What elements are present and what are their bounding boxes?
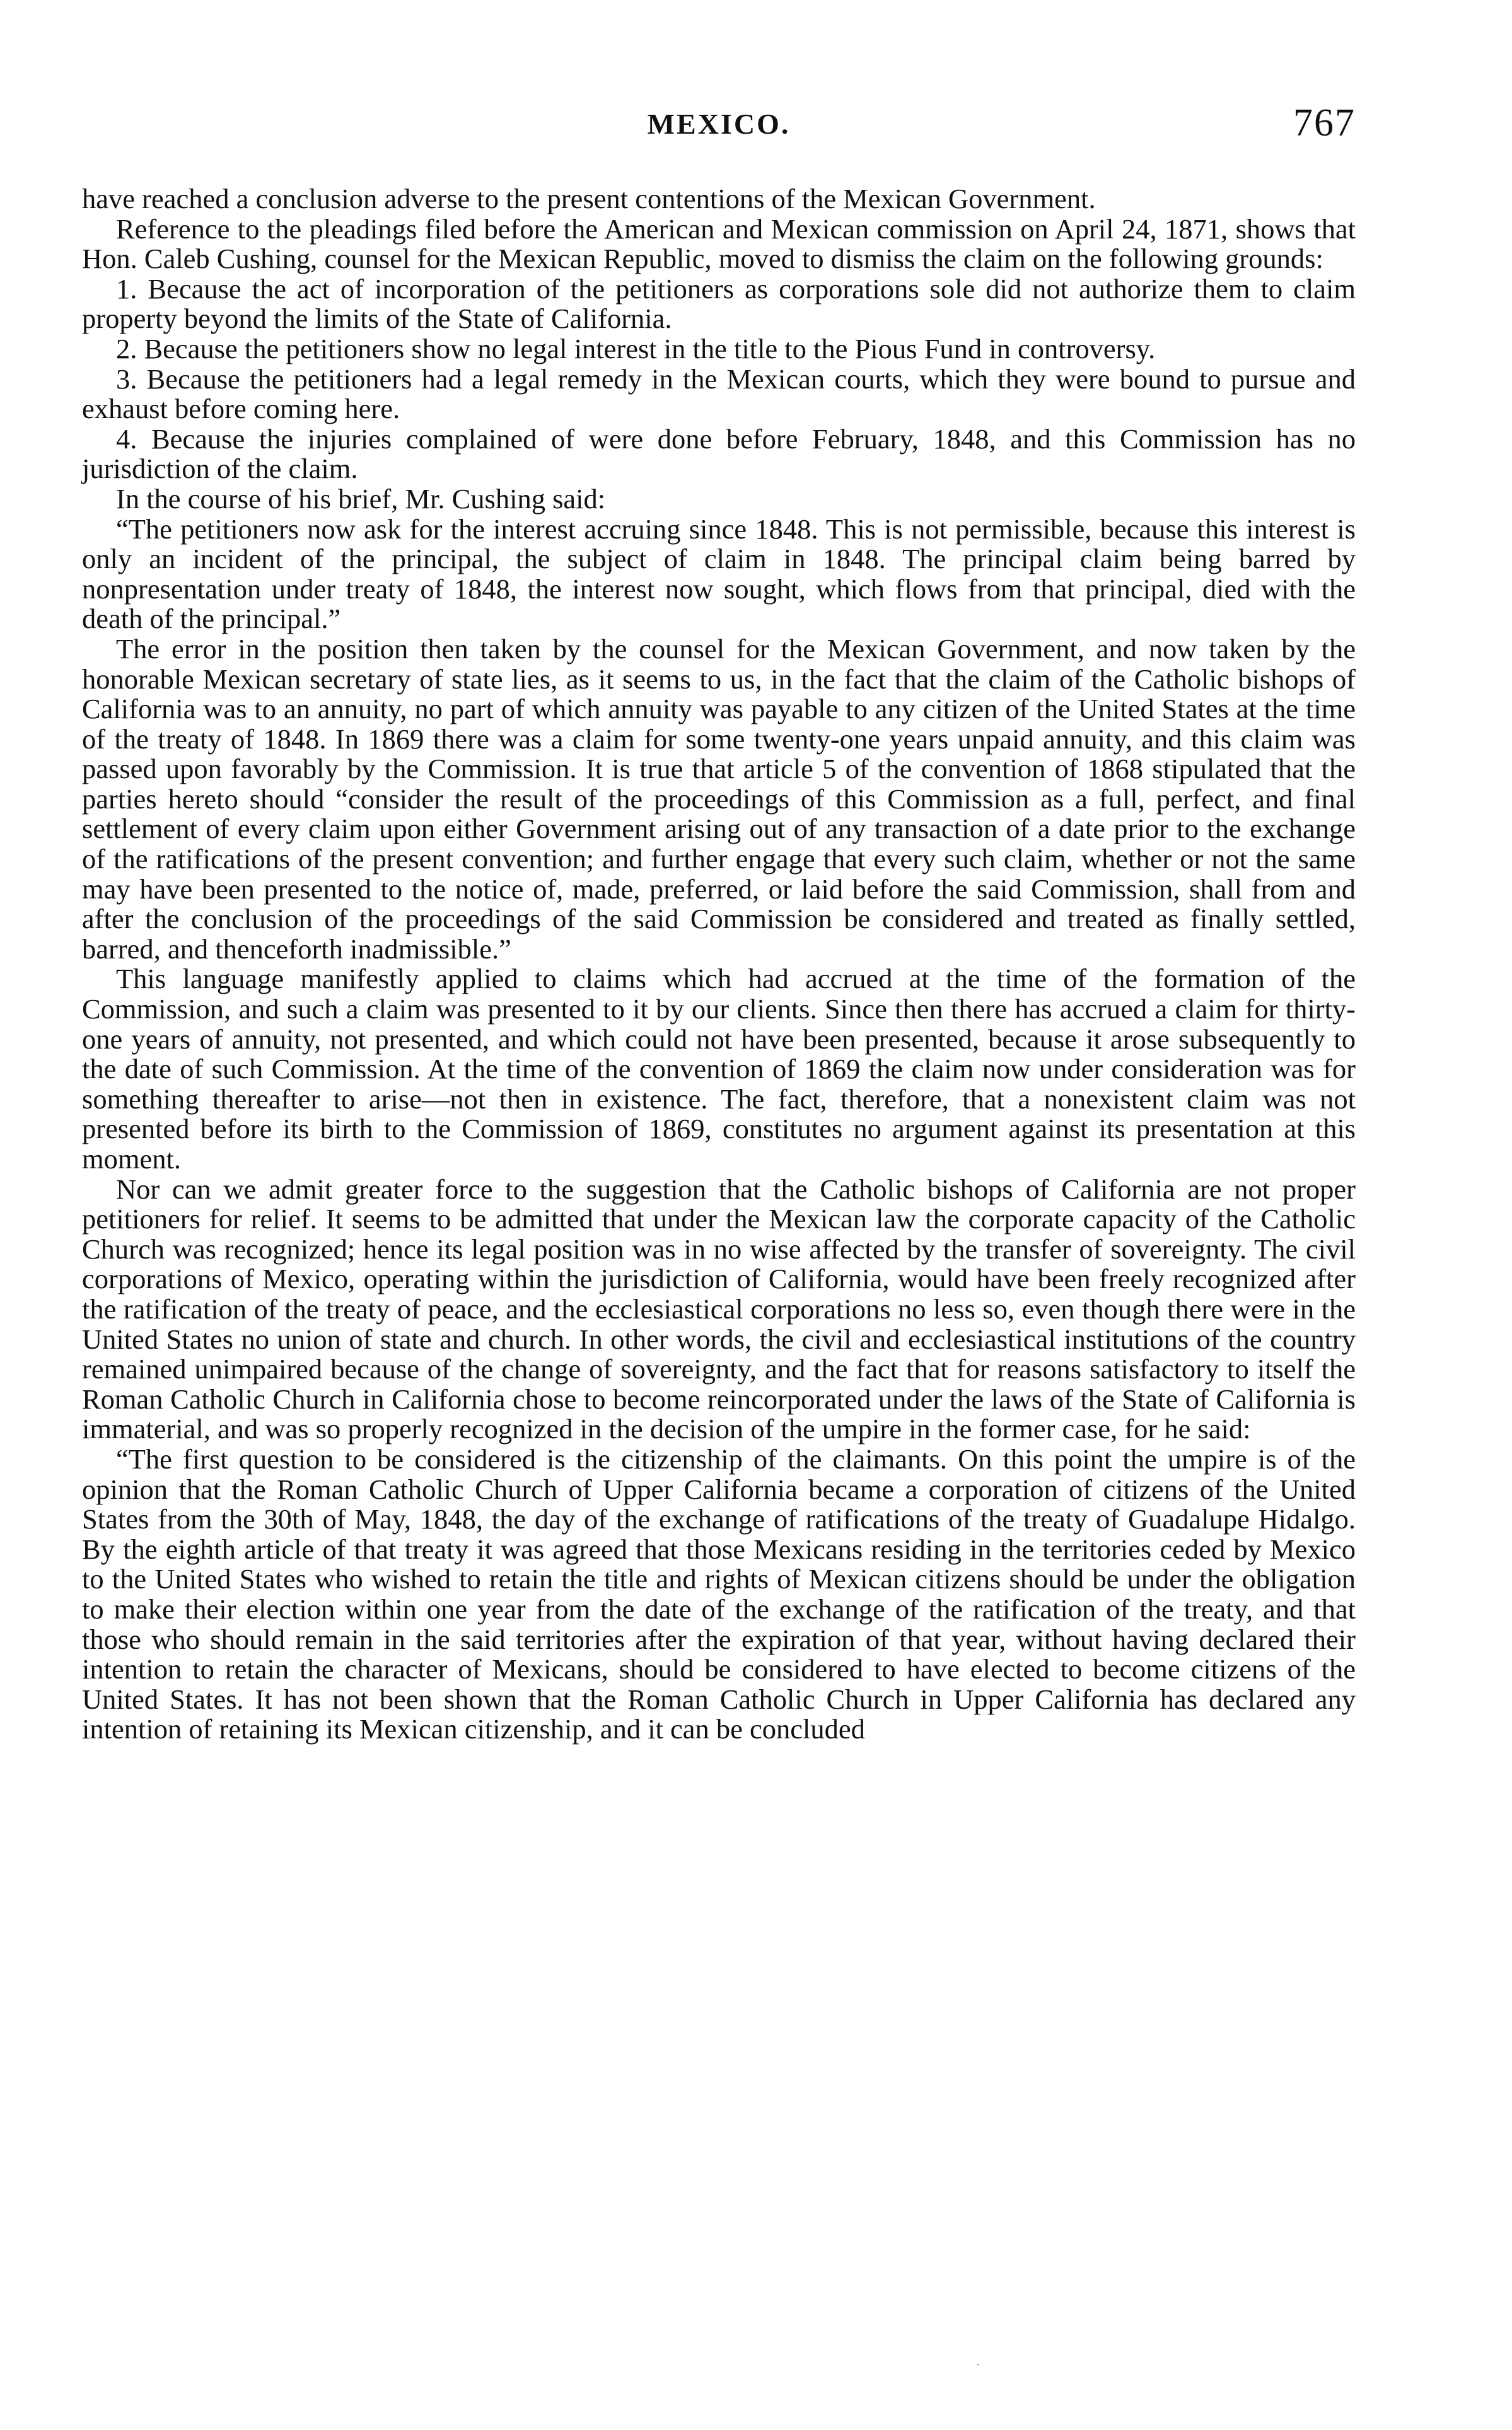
quotation-cushing: “The petitioners now ask for the interest accruing since 1848. This is not permissible, because this interest is only an incident of the principal, the subject of claim in 1848. The principal claim being barred by nonpresentation under treaty of 1848, the interest now sought, which flows from that principal, died with the death of the principal.” xyxy=(82,513,1356,635)
running-head-title: MEXICO. xyxy=(647,108,791,140)
paragraph-error-in-position: The error in the position then taken by the counsel for the Mexican Government, and now taken by the honorable Mexican secretary of state lies, as it seems to us, in the fact that the claim of the Catholic bishops of California was to an annuity, no part of which annuity was payable to any citizen of the United States at the time of the treaty of 1848. In 1869 there was a claim for some twenty-one years unpaid annuity, and this claim was passed upon favorably by the Commission. It is true that article 5 of the convention of 1868 stipulated that the parties hereto should “consider the result of the proceedings of this Commission as a full, perfect, and final settlement of every claim upon either Government arising out of any transaction of a date prior to the exchange of the ratifications of the present convention; and further engage that every such claim, whether or not the same may have been presented to the notice of, made, preferred, or laid before the said Commission, shall from and after the conclusion of the proceedings of the said Commission be considered and treated as finally settled, barred, and thenceforth inadmissible.” xyxy=(82,632,1356,965)
body-text xyxy=(82,184,1356,1745)
paragraph-pleadings-reference: Reference to the pleadings filed before the American and Mexican commission on April 24, 1871, shows that Hon. Caleb Cushing, counsel for the Mexican Republic, moved to dismiss the claim on the following grounds: xyxy=(82,212,1356,275)
ground-3: 3. Because the petitioners had a legal remedy in the Mexican courts, which they were bound to pursue and exhaust before coming here. xyxy=(82,363,1356,425)
paragraph-catholic-bishops: Nor can we admit greater force to the suggestion that the Catholic bishops of California are not proper petitioners for relief. It seems to be admitted that under the Mexican law the corporate capacity of the Catholic Church was recognized; hence its legal position was in no wise affected by the transfer of sovereignty. The civil corporations of Mexico, operating within the jurisdiction of California, would have been freely recognized after the ratification of the treaty of peace, and the ecclesiastical corporations no less so, even though there were in the United States no union of state and church. In other words, the civil and ecclesiastical institutions of the country remained unimpaired because of the change of sovereignty, and the fact that for reasons satisfactory to itself the Roman Catholic Church in California chose to become reincorporated under the laws of the State of California is immaterial, and was so properly recognized in the decision of the umpire in the former case, for he said: xyxy=(82,1173,1356,1445)
paragraph-language-applied: This language manifestly applied to claims which had accrued at the time of the formation of the Commission, and such a claim was presented to it by our clients. Since then there has accrued a claim for thirty-one years of annuity, not presented, and which could not have been presented, because it arose subsequently to the date of such Commission. At the time of the convention of 1869 the claim now under consideration was for something thereafter to arise—not then in existence. The fact, therefore, that a nonexistent claim was not presented before its birth to the Commission of 1869, constitutes no argument against its presentation at this moment. xyxy=(82,963,1356,1175)
stray-mark: · xyxy=(976,2358,980,2372)
ground-4: 4. Because the injuries complained of were done before February, 1848, and this Commission has no jurisdiction of the claim. xyxy=(82,422,1356,485)
paragraph-cushing-intro: In the course of his brief, Mr. Cushing said: xyxy=(116,482,606,514)
paragraph-continuation: have reached a conclusion adverse to the present contentions of the Mexican Government. xyxy=(82,183,1096,214)
ground-1: 1. Because the act of incorporation of the petitioners as corporations sole did not authorize them to claim property beyond the limits of the State of California. xyxy=(82,272,1356,335)
quotation-umpire: “The first question to be considered is the citizenship of the claimants. On this point the umpire is of the opinion that the Roman Catholic Church of Upper California became a corporation of citizens of the United States from the 30th of May, 1848, the day of the exchange of ratifications of the treaty of Guadalupe Hidalgo. By the eighth article of that treaty it was agreed that those Mexicans residing in the territories ceded by Mexico to the United States who wished to retain the title and rights of Mexican citizens should be under the obligation to make their election within one year from the date of the exchange of the ratification of the treaty, and that those who should remain in the said territories after the expiration of that year, without having declared their intention to retain the character of Mexicans, should be considered to have elected to become citizens of the United States. It has not been shown that the Roman Catholic Church in Upper California has declared any intention of retaining its Mexican citizenship, and it can be concluded xyxy=(82,1443,1356,1745)
ground-2: 2. Because the petitioners show no legal interest in the title to the Pious Fund in controversy. xyxy=(116,332,1156,364)
running-head xyxy=(82,101,1356,151)
page-number: 767 xyxy=(1293,102,1356,144)
